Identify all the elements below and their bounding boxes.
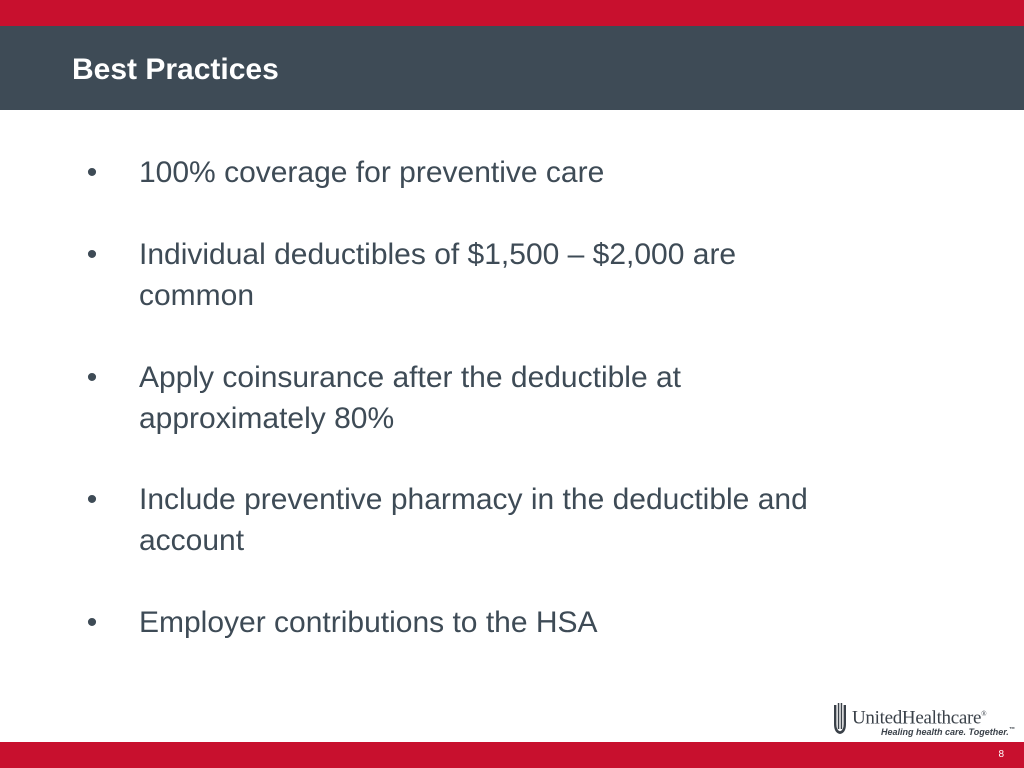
bullet-text: 100% coverage for preventive care <box>139 156 605 189</box>
logo-tagline: Healing health care. Together.™ <box>881 727 1015 737</box>
top-accent-stripe <box>0 0 1024 26</box>
bullet-item <box>82 357 922 439</box>
bullet-marker: • <box>86 238 98 271</box>
registered-mark: ® <box>981 710 987 718</box>
bullet-text: Individual deductibles of $1,500 – $2,000 are common <box>139 238 737 312</box>
unitedhealthcare-logo-icon <box>832 702 848 736</box>
bullet-marker: • <box>86 156 98 189</box>
page-number: 8 <box>998 749 1004 760</box>
logo-wordmark: UnitedHealthcare® <box>852 707 987 729</box>
bullet-marker: • <box>86 361 98 394</box>
trademark-mark: ™ <box>1008 727 1015 733</box>
bullet-item <box>82 152 922 193</box>
bullet-item <box>82 234 922 316</box>
bullet-marker: • <box>86 606 98 639</box>
bullet-text: Include preventive pharmacy in the deductible and account <box>139 483 808 557</box>
bullet-text: Apply coinsurance after the deductible at approximately 80% <box>139 361 682 435</box>
slide-title: Best Practices <box>72 53 279 86</box>
bullet-item <box>82 479 922 561</box>
bottom-accent-stripe <box>0 742 1024 768</box>
bullet-marker: • <box>86 483 98 516</box>
unitedhealthcare-logo <box>832 701 1015 737</box>
bullet-text: Employer contributions to the HSA <box>139 606 598 639</box>
bullet-item <box>82 602 922 643</box>
